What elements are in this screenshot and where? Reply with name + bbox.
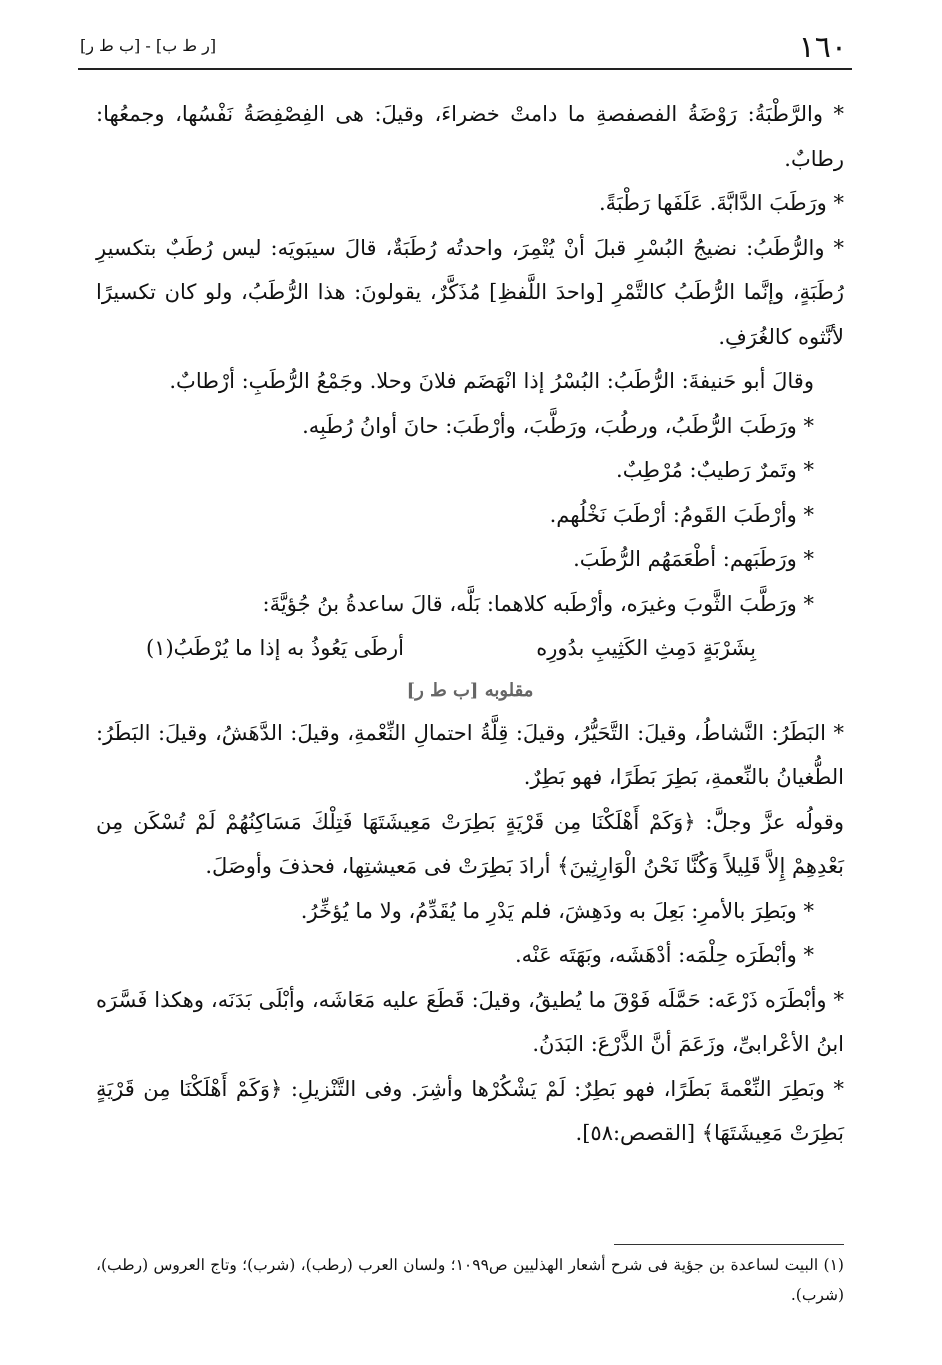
entry-paragraph: * وبَطِرَ بالأمرِ: بَعِلَ به ودَهِشَ، فلم يَدْرِ ما يُقَدِّمُ، ولا ما يُؤخِّرُ. bbox=[300, 898, 814, 923]
running-head: [ر ط ب] - [ب ط ر] bbox=[80, 36, 217, 55]
footnote: (١) البيت لساعدة بن جؤية فى شرح أشعار الهذليين ص١٠٩٩؛ ولسان العرب (رطب)، (شرب)؛ وتاج العروس (رطب)، (شرب). bbox=[96, 1256, 844, 1304]
entry-paragraph: * ورَطَبَهم: أطْعَمَهُم الرُّطَبَ. bbox=[573, 547, 814, 571]
entry-paragraph: * وبَطِرَ النِّعْمةَ بَطَرًا، فهو بَطِرٌ: لَمْ يَشْكُرْها وأشِرَ. وفى التَّنْزيلِ: ﴿وَكَمْ أَهْلَكْنَا مِن قَرْيَةٍ بَطِرَتْ مَعِيشَتَهَا﴾ [القصص:٥٨]. bbox=[96, 1076, 844, 1145]
entry-paragraph: * والرَّطْبَةُ: رَوْضَةُ الفصفصةِ ما دامتْ خضراءَ، وقيلَ: هى الفِصْفِصَةُ نَفْسُها، وجمعُها: رطابٌ. bbox=[96, 102, 844, 171]
entry-paragraph: * وأبْطَرَه حِلْمَه: أدْهَشَه، وبَهَتَه عَنْه. bbox=[514, 943, 814, 967]
entry-paragraph: وقالَ أبو حَنيفةَ: الرُّطَبُ: البُسْرُ إذا انْهَضَم فلانَ وحلا. وجَمْعُ الرُّطَبِ: أرْطابٌ. bbox=[169, 369, 814, 393]
section-heading: مقلوبه [ب ط ر] bbox=[406, 679, 534, 701]
page-number: ١٦٠ bbox=[798, 30, 847, 65]
page-header bbox=[80, 28, 847, 68]
footnote-rule bbox=[614, 1244, 844, 1245]
entry-paragraph: وقولُه عزَّ وجلَّ: ﴿وَكَمْ أَهْلَكْنَا مِن قَرْيَةٍ بَطِرَتْ مَعِيشَتَهَا فَتِلْكَ مَسَاكِنُهُمْ لَمْ تُسْكَن مِن بَعْدِهِمْ إِلاَّ قَلِيلاً وَكُنَّا نَحْنُ الْوَارِثِينَ﴾ أرادَ بَطِرَتْ فى مَعيشتِها، فحذفَ وأوصَلَ. bbox=[96, 809, 844, 878]
entry-paragraph: * وأبْطَرَه ذَرْعَه: حَمَّلَه فَوْقَ ما يُطيقُ، وقيلَ: قَطَعَ عليه مَعَاشَه، وأبْلَى بَدَنَه، وهكذا فَسَّرَه ابنُ الأعْرابىِّ، وزَعَمَ أنَّ الذَّرْعَ: البَدَنُ. bbox=[96, 987, 844, 1056]
footnotes bbox=[96, 1250, 844, 1310]
poetry-verse bbox=[96, 626, 844, 671]
verse-hemistich-first: بِشَرْبَةٍ دَمِثِ الكَثِيبِ بدُورِه bbox=[536, 636, 756, 660]
entry-paragraph: * والرُّطَبُ: نضيجُ البُسْرِ قبلَ أنْ يُتْمِرَ، واحدتُه رُطَبَةٌ، قالَ سيبَويَه: ليس رُطَبٌ بتكسيرِ رُطَبَةٍ، وإنَّما الرُّطَبُ كالتَّمْرِ [واحدَ اللَّفظِ] مُذَكَّرٌ، يقولونَ: هذا الرُّطَبُ، ولو كان تكسيرًا لأنَّثوه كالغُرَفِ. bbox=[96, 235, 844, 349]
entry-paragraph: * وأرْطَبَ القَومُ: أرْطَبَ نَخْلُهم. bbox=[549, 502, 814, 527]
verse-hemistich-second: أرطَى يَعُوذُ به إذا ما يُرْطَبُ(١) bbox=[146, 636, 404, 660]
header-rule bbox=[78, 68, 852, 70]
entry-paragraph: * ورَطَبَ الرُّطَبُ، ورطُبَ، ورَطَّبَ، وأرْطَبَ: حانَ أوانُ رُطَبِه. bbox=[302, 413, 814, 438]
entry-paragraph: * البَطَرُ: النَّشاطُ، وقيلَ: التَّحَيُّرُ، وقيلَ: قِلَّةُ احتمالِ النِّعْمةِ، وقيلَ: الدَّهَشُ، وقيلَ: البَطَرُ: الطُّغيانُ بالنِّعمةِ، بَطِرَ بَطَرًا، فهو بَطِرٌ. bbox=[96, 720, 844, 789]
entry-paragraph: * ورَطَّبَ الثَّوبَ وغيرَه، وأرْطَبه كلاهما: بَلَّه، قالَ ساعدةُ بنُ جُؤيَّةَ: bbox=[262, 591, 814, 616]
entry-paragraph: * ورَطَبَ الدَّابَّةَ. عَلَفَها رَطْبَةً. bbox=[599, 191, 844, 215]
main-text bbox=[96, 92, 844, 1156]
entry-paragraph: * وتَمرٌ رَطيبٌ: مُرْطِبٌ. bbox=[616, 458, 814, 482]
